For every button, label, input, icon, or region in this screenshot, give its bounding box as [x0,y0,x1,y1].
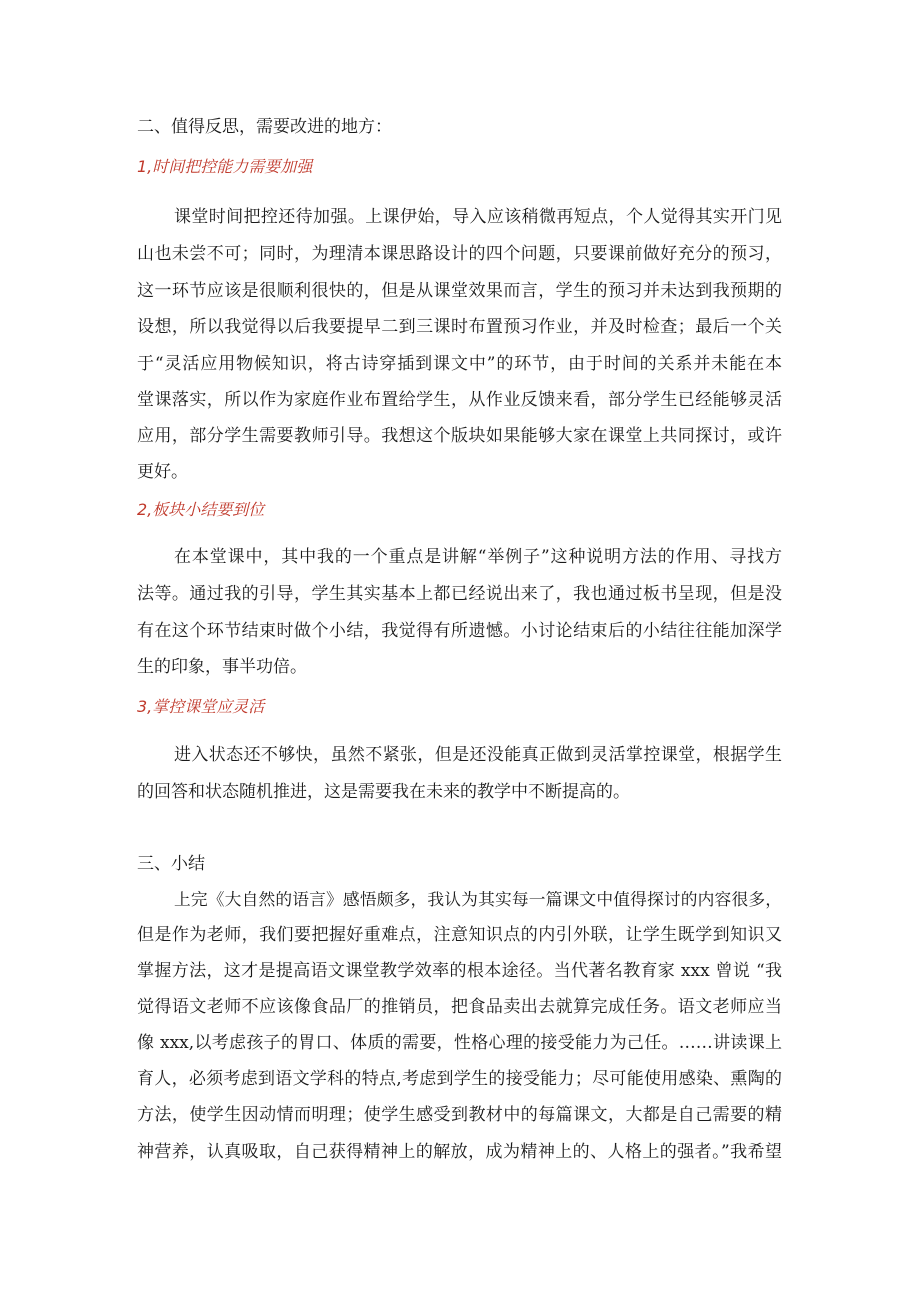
paragraph-line: 觉得语文老师不应该像食品厂的推销员，把食品卖出去就算完成任务。语文老师应当 [137,997,782,1017]
item-3-title: 3,掌控课堂应灵活 [137,697,265,716]
item-2-title: 2,板块小结要到位 [137,500,265,519]
item-1-title: 1,时间把控能力需要加强 [137,157,313,176]
paragraph-line: 设想，所以我觉得以后我要提早二到三课时布置预习作业，并及时检查；最后一个关 [137,317,782,337]
paragraph-line: 进入状态还不够快，虽然不紧张，但是还没能真正做到灵活掌控课堂，根据学生 [174,745,782,765]
paragraph-line: 育人，必须考虑到语文学科的特点,考虑到学生的接受能力；尽可能使用感染、熏陶的 [137,1069,782,1089]
paragraph-line: 神营养，认真吸取，自己获得精神上的解放，成为精神上的、人格上的强者。”我希望 [137,1142,782,1162]
paragraph-line: 这一环节应该是很顺利很快的，但是从课堂效果而言，学生的预习并未达到我预期的 [137,281,782,301]
paragraph-line: 掌握方法，这才是提高语文课堂教学效率的根本途径。当代著名教育家 xxx 曾说 “我 [137,961,782,981]
paragraph-line: 堂课落实，所以作为家庭作业布置给学生，从作业反馈来看，部分学生已经能够灵活 [137,390,782,410]
paragraph-line: 更好。 [137,462,188,482]
paragraph-line: 生的印象，事半功倍。 [137,657,307,677]
paragraph-line: 但是作为老师，我们要把握好重难点，注意知识点的内引外联，让学生既学到知识又 [137,925,782,945]
paragraph-line: 上完《大自然的语言》感悟颇多，我认为其实每一篇课文中值得探讨的内容很多， [174,889,782,909]
section-2-heading: 二、值得反思，需要改进的地方： [137,117,392,137]
paragraph-line: 在本堂课中，其中我的一个重点是讲解“举例子”这种说明方法的作用、寻找方 [174,547,782,567]
paragraph-line: 山也未尝不可；同时，为理清本课思路设计的四个问题，只要课前做好充分的预习， [137,244,782,264]
paragraph-line: 方法，使学生因动情而明理；使学生感受到教材中的每篇课文，大都是自己需要的精 [137,1105,782,1125]
paragraph-line: 有在这个环节结束时做个小结，我觉得有所遗憾。小讨论结束后的小结往往能加深学 [137,621,782,641]
paragraph-line: 像 xxx,以考虑孩子的胃口、体质的需要，性格心理的接受能力为己任。……讲读课上 [137,1033,782,1053]
paragraph-line: 的回答和状态随机推进，这是需要我在未来的教学中不断提高的。 [137,782,630,802]
paragraph-line: 法等。通过我的引导，学生其实基本上都已经说出来了，我也通过板书呈现，但是没 [137,584,782,604]
section-3-heading: 三、小结 [137,854,205,874]
paragraph-line: 于“灵活应用物候知识，将古诗穿插到课文中”的环节，由于时间的关系并未能在本 [137,354,782,374]
paragraph-line: 课堂时间把控还待加强。上课伊始，导入应该稍微再短点，个人觉得其实开门见 [174,207,782,227]
paragraph-line: 应用，部分学生需要教师引导。我想这个版块如果能够大家在课堂上共同探讨，或许 [137,426,782,446]
